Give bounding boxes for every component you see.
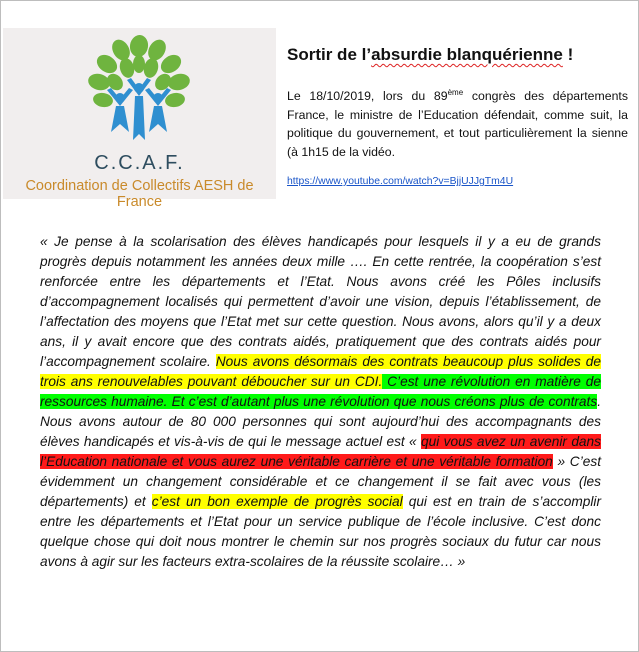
highlight-yellow-contracts: Nous avons désormais des contrats beaucoup plus solides de trois ans renouvelables pouvant déboucher sur un CDI. — [40, 354, 601, 389]
logo-organization: Coordination de Collectifs AESH de France — [25, 178, 254, 210]
intro-text-2: congrès des départements France, le ministre de l’Education défendait, comme suit, la politique du gouvernement, et tout particulièrement la sienne (à 1h15 de la vidéo. — [287, 89, 628, 159]
quote-segment-2: . Nous avons autour de 80 000 personnes qui sont aujourd’hui des accompagnants des élèves handicapés et vis-à-vis de qui le message actuel est « — [40, 394, 601, 449]
quote-segment-3: » C’est évidemment un changement considérable et ce changement il se fait avec vous (les départements) et — [40, 454, 601, 509]
intro-superscript: ème — [447, 87, 464, 97]
video-link[interactable]: https://www.youtube.com/watch?v=BjjUJJgTm4U — [287, 176, 514, 187]
quote-segment-4: qui est en train de s’accomplir entre les départements et l’Etat pour un service publique de l’école inclusive. C’est donc quelque chose qui doit nous montrer le chemin sur nos progrès sociaux du futur car nous avons à agir sur les facteurs extra-scolaires de la réussite scolaire… » — [40, 494, 602, 569]
highlight-yellow-progress: c’est un bon exemple de progrès social — [151, 494, 403, 509]
intro-text-1: Le 18/10/2019, lors du 89 — [287, 89, 448, 103]
tree-people-icon — [3, 28, 276, 152]
title-end: ! — [562, 45, 574, 64]
title-spellcheck-word: absurdie blanquérienne — [371, 45, 563, 64]
quote-segment-1: « Je pense à la scolarisation des élèves handicapés pour lesquels il y a eu de grands progrès depuis notamment les années deux mille …. En cette rentrée, la coopération s’est renforcée entre les départements et l’Etat. Nous avons créé les Pôles inclusifs d’accompagnement localisés qui permettent d’avoir une vision, depuis l’établissement, de l’affectation des moyens que l’Etat met sur cette question. Nous avons, alors qu’il y a deux ans, il y avait encore que des contrats aidés, pratiquement que des contrats aidés pour l’accompagnement scolaire. — [40, 234, 601, 369]
highlight-green-revolution: C’est une révolution en matière de ressources humaine. Et c’est d’autant plus une révolution que nous créons plus de contrats — [40, 374, 601, 409]
logo-acronym: C.C.A.F. — [94, 152, 185, 174]
minister-quote — [40, 232, 601, 572]
intro-paragraph — [287, 87, 628, 161]
highlight-red-career: qui vous avez un avenir dans l’Education nationale et vous aurez une véritable carrière et une véritable formation — [40, 434, 601, 469]
ccaf-logo — [3, 28, 276, 210]
page-title — [287, 45, 627, 65]
title-start: Sortir de l’ — [287, 45, 372, 64]
